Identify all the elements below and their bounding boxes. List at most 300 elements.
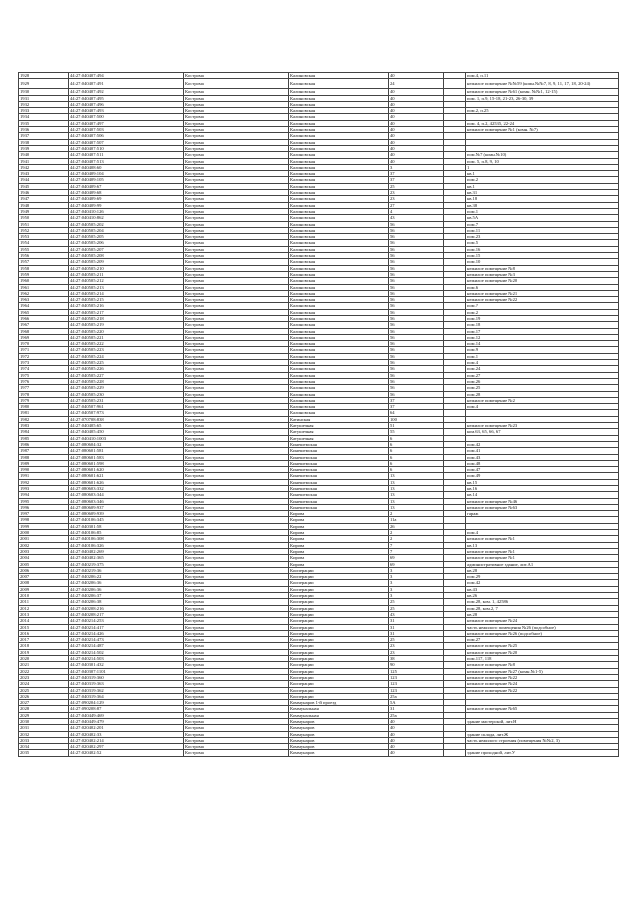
city-cell: Кострома (184, 253, 289, 259)
cadastral-number-cell: 44:27:040505:227 (69, 372, 184, 378)
row-number-cell: 1971 (19, 347, 69, 353)
city-cell: Кострома (184, 637, 289, 643)
street-cell: Кооперации (289, 611, 389, 617)
house-number-cell: 56 (389, 297, 444, 303)
cadastral-number-cell: 44:27:040319:360 (69, 674, 184, 680)
premises-description-cell: пом.11 (466, 227, 619, 233)
street-cell: Коммунаров (289, 737, 389, 743)
house-number-cell: 123 (389, 687, 444, 693)
city-cell: Кострома (184, 158, 289, 164)
street-cell: Кирова (289, 511, 389, 517)
street-cell: Кооперации (289, 662, 389, 668)
row-number-cell: 1941 (19, 158, 69, 164)
city-cell: Кострома (184, 278, 289, 284)
city-cell: Кострома (184, 435, 289, 441)
city-cell: Кострома (184, 227, 289, 233)
premises-description-cell: 1 (466, 164, 619, 170)
row-number-cell: 1947 (19, 196, 69, 202)
city-cell: Кострома (184, 234, 289, 240)
city-cell: Кострома (184, 429, 289, 435)
city-cell: Кострома (184, 725, 289, 731)
city-cell: Кострома (184, 202, 289, 208)
street-cell: Кооперации (289, 580, 389, 586)
premises-description-cell: нежилое помещение №20 (466, 278, 619, 284)
premises-description-cell: пом.47 (466, 467, 619, 473)
cadastral-number-cell: 44:27:040407:495 (69, 95, 184, 101)
cadastral-number-cell: 44:27:040214:502 (69, 649, 184, 655)
house-number-cell: 43 (389, 215, 444, 221)
cadastral-number-cell: 44:27:040402:365 (69, 555, 184, 561)
city-cell: Кострома (184, 259, 289, 265)
street-cell: Калиновская (289, 404, 389, 410)
street-cell: Калиновская (289, 303, 389, 309)
row-number-cell: 2024 (19, 681, 69, 687)
house-number-cell: 25 (389, 637, 444, 643)
cadastral-number-cell: 44:27:040407:492 (69, 89, 184, 95)
premises-description-cell: пом.27 (466, 637, 619, 643)
cadastral-number-cell: 44:27:040301:58 (69, 523, 184, 529)
street-cell: Коммунаров (289, 718, 389, 724)
cadastral-number-cell: 44:27:040505:211 (69, 271, 184, 277)
street-cell: Коммунаров (289, 725, 389, 731)
premises-description-cell: нежилое помещение №22 (466, 687, 619, 693)
registry-table-body (19, 73, 619, 757)
city-cell: Кострома (184, 196, 289, 202)
house-number-cell: 13 (389, 486, 444, 492)
cadastral-number-cell: 44:27:080609:937 (69, 504, 184, 510)
house-number-cell: 23 (389, 649, 444, 655)
city-cell: Кострома (184, 190, 289, 196)
row-number-cell: 1964 (19, 303, 69, 309)
empty-cell (444, 79, 466, 89)
cadastral-number-cell: 44:27:040409:67 (69, 183, 184, 189)
premises-description-cell: пом.24 (466, 366, 619, 372)
street-cell: Калиновская (289, 322, 389, 328)
street-cell: Калиновская (289, 95, 389, 101)
premises-description-cell: пом.27 (466, 372, 619, 378)
street-cell: Кооперации (289, 624, 389, 630)
row-number-cell: 1934 (19, 114, 69, 120)
house-number-cell: 56 (389, 347, 444, 353)
cadastral-number-cell: 44:27:040206:36 (69, 580, 184, 586)
row-number-cell: 1950 (19, 215, 69, 221)
house-number-cell: 31 (389, 706, 444, 712)
row-number-cell: 1929 (19, 79, 69, 89)
street-cell: Калиновская (289, 101, 389, 107)
premises-description-cell: нежилое помещение №1 (466, 548, 619, 554)
house-number-cell: 40 (389, 73, 444, 79)
cadastral-number-cell: 44:27:040407:513 (69, 158, 184, 164)
premises-description-cell: нежилое помещение №26 (подсобное) (466, 630, 619, 636)
row-number-cell: 1968 (19, 328, 69, 334)
street-cell: Кирова (289, 555, 389, 561)
city-cell: Кострома (184, 133, 289, 139)
city-cell: Кострома (184, 284, 289, 290)
city-cell: Кострома (184, 183, 289, 189)
street-cell: Калиновская (289, 183, 389, 189)
row-number-cell: 2031 (19, 725, 69, 731)
street-cell: Кирова (289, 530, 389, 536)
street-cell: Калиновская (289, 378, 389, 384)
city-cell: Кострома (184, 473, 289, 479)
street-cell: Калиновская (289, 246, 389, 252)
row-number-cell: 1945 (19, 183, 69, 189)
house-number-cell: 56 (389, 353, 444, 359)
premises-description-cell: нежилое помещение №2 (466, 397, 619, 403)
city-cell: Кострома (184, 668, 289, 674)
row-number-cell: 1944 (19, 177, 69, 183)
city-cell: Кострома (184, 441, 289, 447)
street-cell: Калиновская (289, 215, 389, 221)
house-number-cell: 40 (389, 114, 444, 120)
row-number-cell: 1969 (19, 334, 69, 340)
house-number-cell: 13 (389, 473, 444, 479)
house-number-cell: 27 (389, 202, 444, 208)
street-cell: Кинешемская (289, 486, 389, 492)
row-number-cell: 2013 (19, 611, 69, 617)
house-number-cell: 3 (389, 586, 444, 592)
city-cell: Кострома (184, 561, 289, 567)
premises-description-cell: пом.1 (466, 208, 619, 214)
cadastral-number-cell: 44:27:040505:210 (69, 265, 184, 271)
premises-description-cell: пом.23 (466, 234, 619, 240)
row-number-cell: 1978 (19, 391, 69, 397)
street-cell: Калиновская (289, 89, 389, 95)
street-cell: Калиновская (289, 196, 389, 202)
row-number-cell: 1967 (19, 322, 69, 328)
city-cell: Кострома (184, 315, 289, 321)
premises-description-cell: нежилое помещение №1 (466, 536, 619, 542)
city-cell: Кострома (184, 341, 289, 347)
house-number-cell: 13 (389, 504, 444, 510)
row-number-cell: 1977 (19, 385, 69, 391)
cadastral-number-cell: 44:27:040505:212 (69, 278, 184, 284)
premises-description-cell: пом.41 (466, 448, 619, 454)
row-number-cell: 1940 (19, 152, 69, 158)
cadastral-number-cell: 44:27:040407:510 (69, 145, 184, 151)
cadastral-number-cell: 44:27:040405:450 (69, 429, 184, 435)
street-cell: Калиновская (289, 290, 389, 296)
row-number-cell: 1938 (19, 139, 69, 145)
premises-description-cell: кв.43 (466, 586, 619, 592)
house-number-cell: 40 (389, 744, 444, 750)
premises-description-cell: пом.26 (466, 378, 619, 384)
premises-description-cell: нежилое помещение №63 (466, 504, 619, 510)
street-cell: Кооперации (289, 674, 389, 680)
city-cell: Кострома (184, 290, 289, 296)
house-number-cell: 13 (389, 498, 444, 504)
premises-description-cell: пом.117, 118 (466, 656, 619, 662)
street-cell: Кооперации (289, 586, 389, 592)
street-cell: Калиновская (289, 410, 389, 416)
street-cell: Калиновская (289, 297, 389, 303)
house-number-cell: 56 (389, 234, 444, 240)
row-number-cell: 1951 (19, 221, 69, 227)
street-cell: Кирова (289, 523, 389, 529)
street-cell: Коммунальная (289, 712, 389, 718)
property-registry-table (18, 72, 619, 757)
house-number-cell: 69 (389, 561, 444, 567)
street-cell: Кооперации (289, 693, 389, 699)
cadastral-number-cell: 44:27:040407:511 (69, 152, 184, 158)
row-number-cell: 2022 (19, 668, 69, 674)
premises-description-cell: пом.43 (466, 454, 619, 460)
house-number-cell: 31 (389, 618, 444, 624)
row-number-cell: 2027 (19, 700, 69, 706)
row-number-cell: 1946 (19, 190, 69, 196)
row-number-cell: 1960 (19, 278, 69, 284)
cadastral-number-cell: 44:27:040505:217 (69, 309, 184, 315)
premises-description-cell: нежилое помещение №24 (466, 681, 619, 687)
city-cell: Кострома (184, 410, 289, 416)
street-cell: Кирова (289, 517, 389, 523)
cadastral-number-cell: 44:27:040410:126 (69, 208, 184, 214)
cadastral-number-cell: 44:27:040505:222 (69, 341, 184, 347)
house-number-cell: 37 (389, 397, 444, 403)
premises-description-cell: ком.63, 65, 66, 67 (466, 429, 619, 435)
street-cell: Кооперации (289, 630, 389, 636)
premises-description-cell: часть нежилого строения (помещения №№2, 3) (466, 737, 619, 743)
city-cell: Кострома (184, 580, 289, 586)
house-number-cell: 31 (389, 630, 444, 636)
cadastral-number-cell: 44:27:020402:214 (69, 737, 184, 743)
street-cell: Кинешемская (289, 448, 389, 454)
house-number-cell: 25а (389, 712, 444, 718)
row-number-cell: 2010 (19, 593, 69, 599)
cadastral-number-cell: 44:27:040505:209 (69, 259, 184, 265)
premises-description-cell: нежилое помещение №22 (466, 297, 619, 303)
city-cell: Кострома (184, 366, 289, 372)
row-number-cell: 1970 (19, 341, 69, 347)
city-cell: Кострома (184, 555, 289, 561)
street-cell: Кинешемская (289, 441, 389, 447)
cadastral-number-cell: 44:27:080601:581 (69, 448, 184, 454)
cadastral-number-cell: 44:27:040410:1003 (69, 435, 184, 441)
row-number-cell: 1997 (19, 511, 69, 517)
city-cell: Кострома (184, 630, 289, 636)
house-number-cell: 25 (389, 183, 444, 189)
house-number-cell: 2 (389, 536, 444, 542)
street-cell: Коммунальная (289, 706, 389, 712)
cadastral-number-cell: 44:27:040407:503 (69, 127, 184, 133)
city-cell: Кострома (184, 548, 289, 554)
cadastral-number-cell: 44:27:020402:201 (69, 725, 184, 731)
cadastral-number-cell: 44:27:040505:231 (69, 397, 184, 403)
street-cell: Кинешемская (289, 460, 389, 466)
house-number-cell: 5А (389, 700, 444, 706)
street-cell: Калиновская (289, 341, 389, 347)
row-number-cell: 1976 (19, 378, 69, 384)
row-number-cell: 2025 (19, 687, 69, 693)
cadastral-number-cell: 44:27:040319:364 (69, 693, 184, 699)
premises-description-cell: нежилое помещение №20 (466, 649, 619, 655)
city-cell: Кострома (184, 693, 289, 699)
street-cell: Кирова (289, 561, 389, 567)
cadastral-number-cell: 44:27:080603:332 (69, 486, 184, 492)
street-cell: Кинешемская (289, 492, 389, 498)
row-number-cell: 1953 (19, 234, 69, 240)
street-cell: Калиновская (289, 385, 389, 391)
cadastral-number-cell: 44:27:090204:129 (69, 700, 184, 706)
premises-description-cell: нежилое помещение №1 (комн. №7) (466, 127, 619, 133)
street-cell: Калиновская (289, 171, 389, 177)
city-cell: Кострома (184, 460, 289, 466)
city-cell: Кострома (184, 208, 289, 214)
cadastral-number-cell: 44:27:040407:494 (69, 73, 184, 79)
house-number-cell: 56 (389, 221, 444, 227)
row-number-cell: 1956 (19, 253, 69, 259)
city-cell: Кострома (184, 681, 289, 687)
house-number-cell: 38 (389, 656, 444, 662)
house-number-cell: 7 (389, 542, 444, 548)
premises-description-cell: пом.28, ком. 1, 42586 (466, 599, 619, 605)
city-cell: Кострома (184, 586, 289, 592)
city-cell: Кострома (184, 700, 289, 706)
row-number-cell: 1965 (19, 309, 69, 315)
row-number-cell: 2020 (19, 656, 69, 662)
city-cell: Кострома (184, 372, 289, 378)
street-cell: Кооперации (289, 599, 389, 605)
row-number-cell: 1932 (19, 101, 69, 107)
premises-description-cell: пом.29 (466, 574, 619, 580)
row-number-cell: 1930 (19, 89, 69, 95)
cadastral-number-cell: 44:27:040206:36 (69, 586, 184, 592)
street-cell: Калиновская (289, 145, 389, 151)
street-cell: Калиновская (289, 79, 389, 89)
row-number-cell: 1993 (19, 486, 69, 492)
cadastral-number-cell: 44:27:040507:973 (69, 410, 184, 416)
premises-description-cell: кв.26 (466, 593, 619, 599)
premises-description-cell: нежилое помещение №3 (466, 271, 619, 277)
premises-description-cell: пом.17 (466, 328, 619, 334)
house-number-cell: 51 (389, 423, 444, 429)
cadastral-number-cell: 44:27:040407:496 (69, 101, 184, 107)
cadastral-number-cell: 44:27:040206:22 (69, 574, 184, 580)
house-number-cell: 56 (389, 303, 444, 309)
house-number-cell: 3 (389, 164, 444, 170)
street-cell: Кинешемская (289, 479, 389, 485)
row-number-cell: 2003 (19, 548, 69, 554)
cadastral-number-cell: 44:27:040505:223 (69, 347, 184, 353)
house-number-cell: 69 (389, 555, 444, 561)
row-number-cell: 2009 (19, 586, 69, 592)
house-number-cell: 56 (389, 309, 444, 315)
cadastral-number-cell: 44:27:080603:346 (69, 498, 184, 504)
city-cell: Кострома (184, 530, 289, 536)
house-number-cell: 56 (389, 253, 444, 259)
premises-description-cell: нежилое помещение №№59 (комн.№№7, 8, 9, 11, 17, 18, 20-24) (466, 79, 619, 89)
city-cell: Кострома (184, 605, 289, 611)
cadastral-number-cell: 44:27:040214:417 (69, 624, 184, 630)
premises-description-cell: часть нежилого помещения №26 (подсобное) (466, 624, 619, 630)
cadastral-number-cell: 44:27:040208:217 (69, 611, 184, 617)
house-number-cell: 56 (389, 227, 444, 233)
cadastral-number-cell: 44:27:040505:225 (69, 360, 184, 366)
row-number-cell: 2002 (19, 542, 69, 548)
city-cell: Кострома (184, 114, 289, 120)
cadastral-number-cell: 44:27:080604:32 (69, 441, 184, 447)
cadastral-number-cell: 44:27:040214:503 (69, 656, 184, 662)
premises-description-cell: нежилое помещение №24 (466, 618, 619, 624)
house-number-cell: 56 (389, 290, 444, 296)
street-cell: Калиновская (289, 347, 389, 353)
city-cell: Кострома (184, 618, 289, 624)
house-number-cell: 26 (389, 523, 444, 529)
house-number-cell: 123 (389, 681, 444, 687)
cadastral-number-cell: 44:27:040505:214 (69, 290, 184, 296)
cadastral-number-cell: 44:27:040505:220 (69, 328, 184, 334)
house-number-cell: 64 (389, 410, 444, 416)
street-cell: Калиновская (289, 366, 389, 372)
row-number-cell: 1994 (19, 492, 69, 498)
premises-description-cell: нежилое помещение №21 (466, 290, 619, 296)
cadastral-number-cell: 44:27:040206:38 (69, 599, 184, 605)
house-number-cell: 40 (389, 750, 444, 756)
row-number-cell: 1952 (19, 227, 69, 233)
city-cell: Кострома (184, 79, 289, 89)
premises-description-cell: пом.28 (466, 391, 619, 397)
cadastral-number-cell: 44:27:040409:104 (69, 171, 184, 177)
street-cell: Калиновская (289, 315, 389, 321)
street-cell: Кинешемская (289, 454, 389, 460)
premises-description-cell: нежилое помещение №23 (466, 423, 619, 429)
row-number-cell: 1991 (19, 473, 69, 479)
street-cell: Кооперации (289, 605, 389, 611)
house-number-cell: 23 (389, 190, 444, 196)
row-number-cell: 2011 (19, 599, 69, 605)
cadastral-number-cell: 44:27:040505:229 (69, 385, 184, 391)
row-number-cell: 1958 (19, 265, 69, 271)
cadastral-number-cell: 44:27:090208:87 (69, 706, 184, 712)
house-number-cell: 56 (389, 360, 444, 366)
row-number-cell: 2000 (19, 530, 69, 536)
street-cell: Калиновская (289, 120, 389, 126)
house-number-cell: 3 (389, 593, 444, 599)
cadastral-number-cell: 44:27:040505:204 (69, 227, 184, 233)
row-number-cell: 1933 (19, 108, 69, 114)
house-number-cell: 56 (389, 328, 444, 334)
city-cell: Кострома (184, 347, 289, 353)
house-number-cell: 40 (389, 725, 444, 731)
row-number-cell: 1988 (19, 454, 69, 460)
row-number-cell: 2026 (19, 693, 69, 699)
street-cell: Калиновская (289, 73, 389, 79)
row-number-cell: 1955 (19, 246, 69, 252)
house-number-cell: 40 (389, 718, 444, 724)
cadastral-number-cell: 44:27:040214:487 (69, 643, 184, 649)
city-cell: Кострома (184, 511, 289, 517)
row-number-cell: 2001 (19, 536, 69, 542)
row-number-cell: 2017 (19, 637, 69, 643)
city-cell: Кострома (184, 517, 289, 523)
city-cell: Кострома (184, 593, 289, 599)
house-number-cell: 37 (389, 404, 444, 410)
street-cell: Кинешемская (289, 504, 389, 510)
city-cell: Кострома (184, 404, 289, 410)
row-number-cell: 1962 (19, 290, 69, 296)
street-cell: Кинешемская (289, 498, 389, 504)
city-cell: Кострома (184, 687, 289, 693)
house-number-cell: 40 (389, 145, 444, 151)
premises-description-cell: пом.№7 (комн.№10) (466, 152, 619, 158)
premises-description-cell: пом.42 (466, 580, 619, 586)
registry-sheet (18, 72, 618, 757)
premises-description-cell: кв.38 (466, 202, 619, 208)
house-number-cell: 55 (389, 429, 444, 435)
premises-description-cell: пом.16 (466, 246, 619, 252)
house-number-cell: 23 (389, 643, 444, 649)
row-number-cell: 1943 (19, 171, 69, 177)
